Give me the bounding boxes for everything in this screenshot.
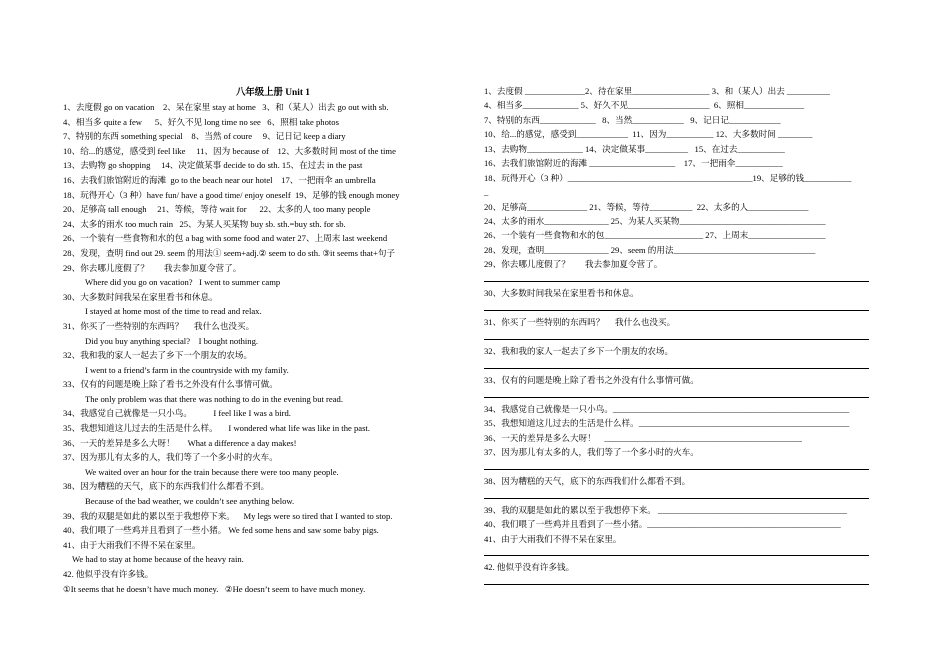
answer-line: I stayed at home most of the time to read and relax.	[85, 306, 262, 317]
exercise-line: 39、我的双腿是如此的累以至于我想停下来。 ____________________________________________	[484, 504, 848, 515]
answer-line: 4、相当多 quite a few 5、好久不见 long time no see 6、照相 take photos	[63, 116, 339, 127]
exercise-line: 38、因为糟糕的天气，底下的东西我们什么都看不到。	[484, 475, 691, 486]
exercise-line: 36、一天的差异是多么大呀！ ______________________________________________	[484, 432, 802, 443]
exercise-line: 34、我感觉自己就像是一只小鸟。_______________________________________________________	[484, 403, 850, 414]
exercise-line: 28、发现，查明_______________ 29、seem 的用法_________________________________	[484, 244, 816, 255]
answer-line: 20、足够高 tall enough 21、等候，等待 wait for 22、太多的人 too many people	[63, 204, 371, 215]
answer-line: 32、我和我的家人一起去了乡下一个朋友的农场。	[63, 350, 253, 361]
answer-line: 13、去购物 go shopping 14、决定做某事 decide to do sth. 15、在过去 in the past	[63, 160, 363, 171]
exercise-lines	[484, 84, 879, 589]
exercise-line: 20、足够高______________ 21、等候，等待__________ 22、太多的人______________	[484, 201, 809, 212]
exercise-line: 26、一个装有一些食物和水的包_______________________ 27、上周末__________________	[484, 230, 826, 241]
answer-line: 26、一个装有一些食物和水的包 a bag with some food and water 27、上周末 last weekend	[63, 233, 388, 244]
blank-answer-line[interactable]	[484, 546, 879, 560]
answer-line: 35、我想知道这儿过去的生活是什么样。 I wondered what life was like in the past.	[63, 423, 370, 434]
exercise-line: 32、我和我的家人一起去了乡下一个朋友的农场。	[484, 345, 674, 356]
page-title: 八年级上册 Unit 1	[236, 88, 310, 98]
exercise-line: 1、去度假 ______________2、待在家里__________________ 3、和（某人）出去 __________	[484, 86, 830, 96]
answer-line: I went to a friend’s farm in the countryside with my family.	[85, 364, 289, 375]
exercise-line: 7、特别的东西_____________ 8、当然____________ 9、记日记____________	[484, 114, 781, 125]
exercise-line: 13、去购物_____________ 14、决定做某事__________ 15、在过去___________	[484, 143, 785, 154]
answer-line: 16、去我们旅馆附近的海滩 go to the beach near our hotel 17、一把雨伞 an umbrella	[63, 174, 376, 185]
answer-line: Did you buy anything special? I bought nothing.	[85, 335, 259, 346]
answer-line: Because of the bad weather, we couldn’t see anything below.	[85, 496, 295, 507]
answer-line: 10、给...的感觉，感受到 feel like 11、因为 because of 12、大多数时间 most of the time	[63, 145, 396, 156]
blank-answer-line[interactable]	[484, 575, 879, 589]
exercise-line: 31、你买了一些特别的东西吗？ 我什么也没买。	[484, 317, 676, 327]
answer-line: 7、特别的东西 something special 8、当然 of coure 9、记日记 keep a diary	[63, 131, 346, 142]
blank-answer-line[interactable]	[484, 301, 879, 315]
answer-line: 18、玩得开心（3 种）have fun/ have a good time/ enjoy oneself 19、足够的钱 enough money	[63, 189, 400, 200]
exercise-line: 24、太多的雨水_______________ 25、为某人买某物__________________________________	[484, 215, 826, 226]
answer-line: 28、发现，查明 find out 29. seem 的用法① seem+adj.② seem to do sth. ③it seems that+句子	[63, 247, 396, 258]
blank-answer-line[interactable]	[484, 358, 879, 372]
answer-line: 39、我的双腿是如此的累以至于我想停下来。 My legs were so tired that I wanted to stop.	[63, 510, 393, 521]
answer-line: 29、你去哪儿度假了？ 我去参加夏令营了。	[63, 262, 242, 273]
answer-line: Where did you go on vacation? I went to summer camp	[85, 277, 281, 288]
exercise-line: 4、相当多_____________ 5、好久不见___________________ 6、照相______________	[484, 100, 805, 111]
answer-line: The only problem was that there was nothing to do in the evening but read.	[85, 393, 343, 404]
answer-line: 30、大多数时间我呆在家里看书和休息。	[63, 291, 218, 302]
exercise-line: _	[484, 187, 489, 198]
answer-line: 34、我感觉自己就像是一只小鸟。 I feel like I was a bird.	[63, 408, 291, 419]
exercise-line: 37、因为那儿有太多的人，我们等了一个多小时的火车。	[484, 446, 699, 457]
answer-line: 42. 他似乎没有许多钱。	[63, 569, 154, 579]
answer-line: 40、我们喂了一些鸡并且看到了一些小猪。 We fed some hens and saw some baby pigs.	[63, 525, 379, 536]
exercise-line: 29、你去哪儿度假了？ 我去参加夏令营了。	[484, 259, 663, 270]
blank-answer-line[interactable]	[484, 387, 879, 401]
answer-line: 31、你买了一些特别的东西吗？ 我什么也没买。	[63, 320, 255, 331]
exercise-line: 35、我想知道这儿过去的生活是什么样。_________________________________________________	[484, 418, 850, 429]
answer-line: 38、因为糟糕的天气，底下的东西我们什么都看不到。	[63, 481, 270, 492]
answer-line: 1、去度假 go on vacation 2、呆在家里 stay at home 3、和（某人）出去 go out with sb.	[63, 102, 389, 112]
answer-line: 24、太多的雨水 too much rain 25、为某人买某物 buy sb. sth.=buy sth. for sb.	[63, 218, 346, 229]
answer-line: 36、一天的差异是多么大呀！ What a difference a day makes!	[63, 437, 297, 448]
answer-line: 41、由于大雨我们不得不呆在家里。	[63, 539, 201, 550]
answer-line: ①It seems that he doesn’t have much money. ②He doesn’t seem to have much money.	[63, 583, 366, 594]
exercise-line: 33、仅有的问题是晚上除了看书之外没有什么事情可做。	[484, 374, 699, 385]
exercise-line: 18、玩得开心（3 种）___________________________________________19、足够的钱___________	[484, 172, 852, 183]
blank-answer-line[interactable]	[484, 488, 879, 502]
exercise-line: 16、去我们旅馆附近的海滩 ____________________ 17、一把雨伞___________	[484, 158, 783, 169]
blank-answer-line[interactable]	[484, 459, 879, 473]
blank-answer-line[interactable]	[484, 329, 879, 343]
answer-line: 37、因为那儿有太多的人，我们等了一个多小时的火车。	[63, 452, 278, 463]
answer-line: We waited over an hour for the train because there were too many people.	[85, 466, 339, 477]
exercise-line: 41、由于大雨我们不得不呆在家里。	[484, 533, 622, 544]
blank-answer-line[interactable]	[484, 272, 879, 286]
answer-lines	[63, 100, 463, 596]
answer-line: 33、仅有的问题是晚上除了看书之外没有什么事情可做。	[63, 379, 278, 390]
exercise-line: 40、我们喂了一些鸡并且看到了一些小猪。_____________________________________________	[484, 519, 841, 530]
exercise-line: 10、给...的感觉，感受到____________ 11、因为___________ 12、大多数时间 ________	[484, 129, 813, 140]
exercise-line: 30、大多数时间我呆在家里看书和休息。	[484, 288, 639, 299]
exercise-line: 42. 他似乎没有许多钱。	[484, 562, 575, 573]
answer-line: We had to stay at home because of the heavy rain.	[72, 554, 244, 565]
exercise-column	[484, 84, 879, 589]
vocab-answer-column	[63, 84, 463, 596]
